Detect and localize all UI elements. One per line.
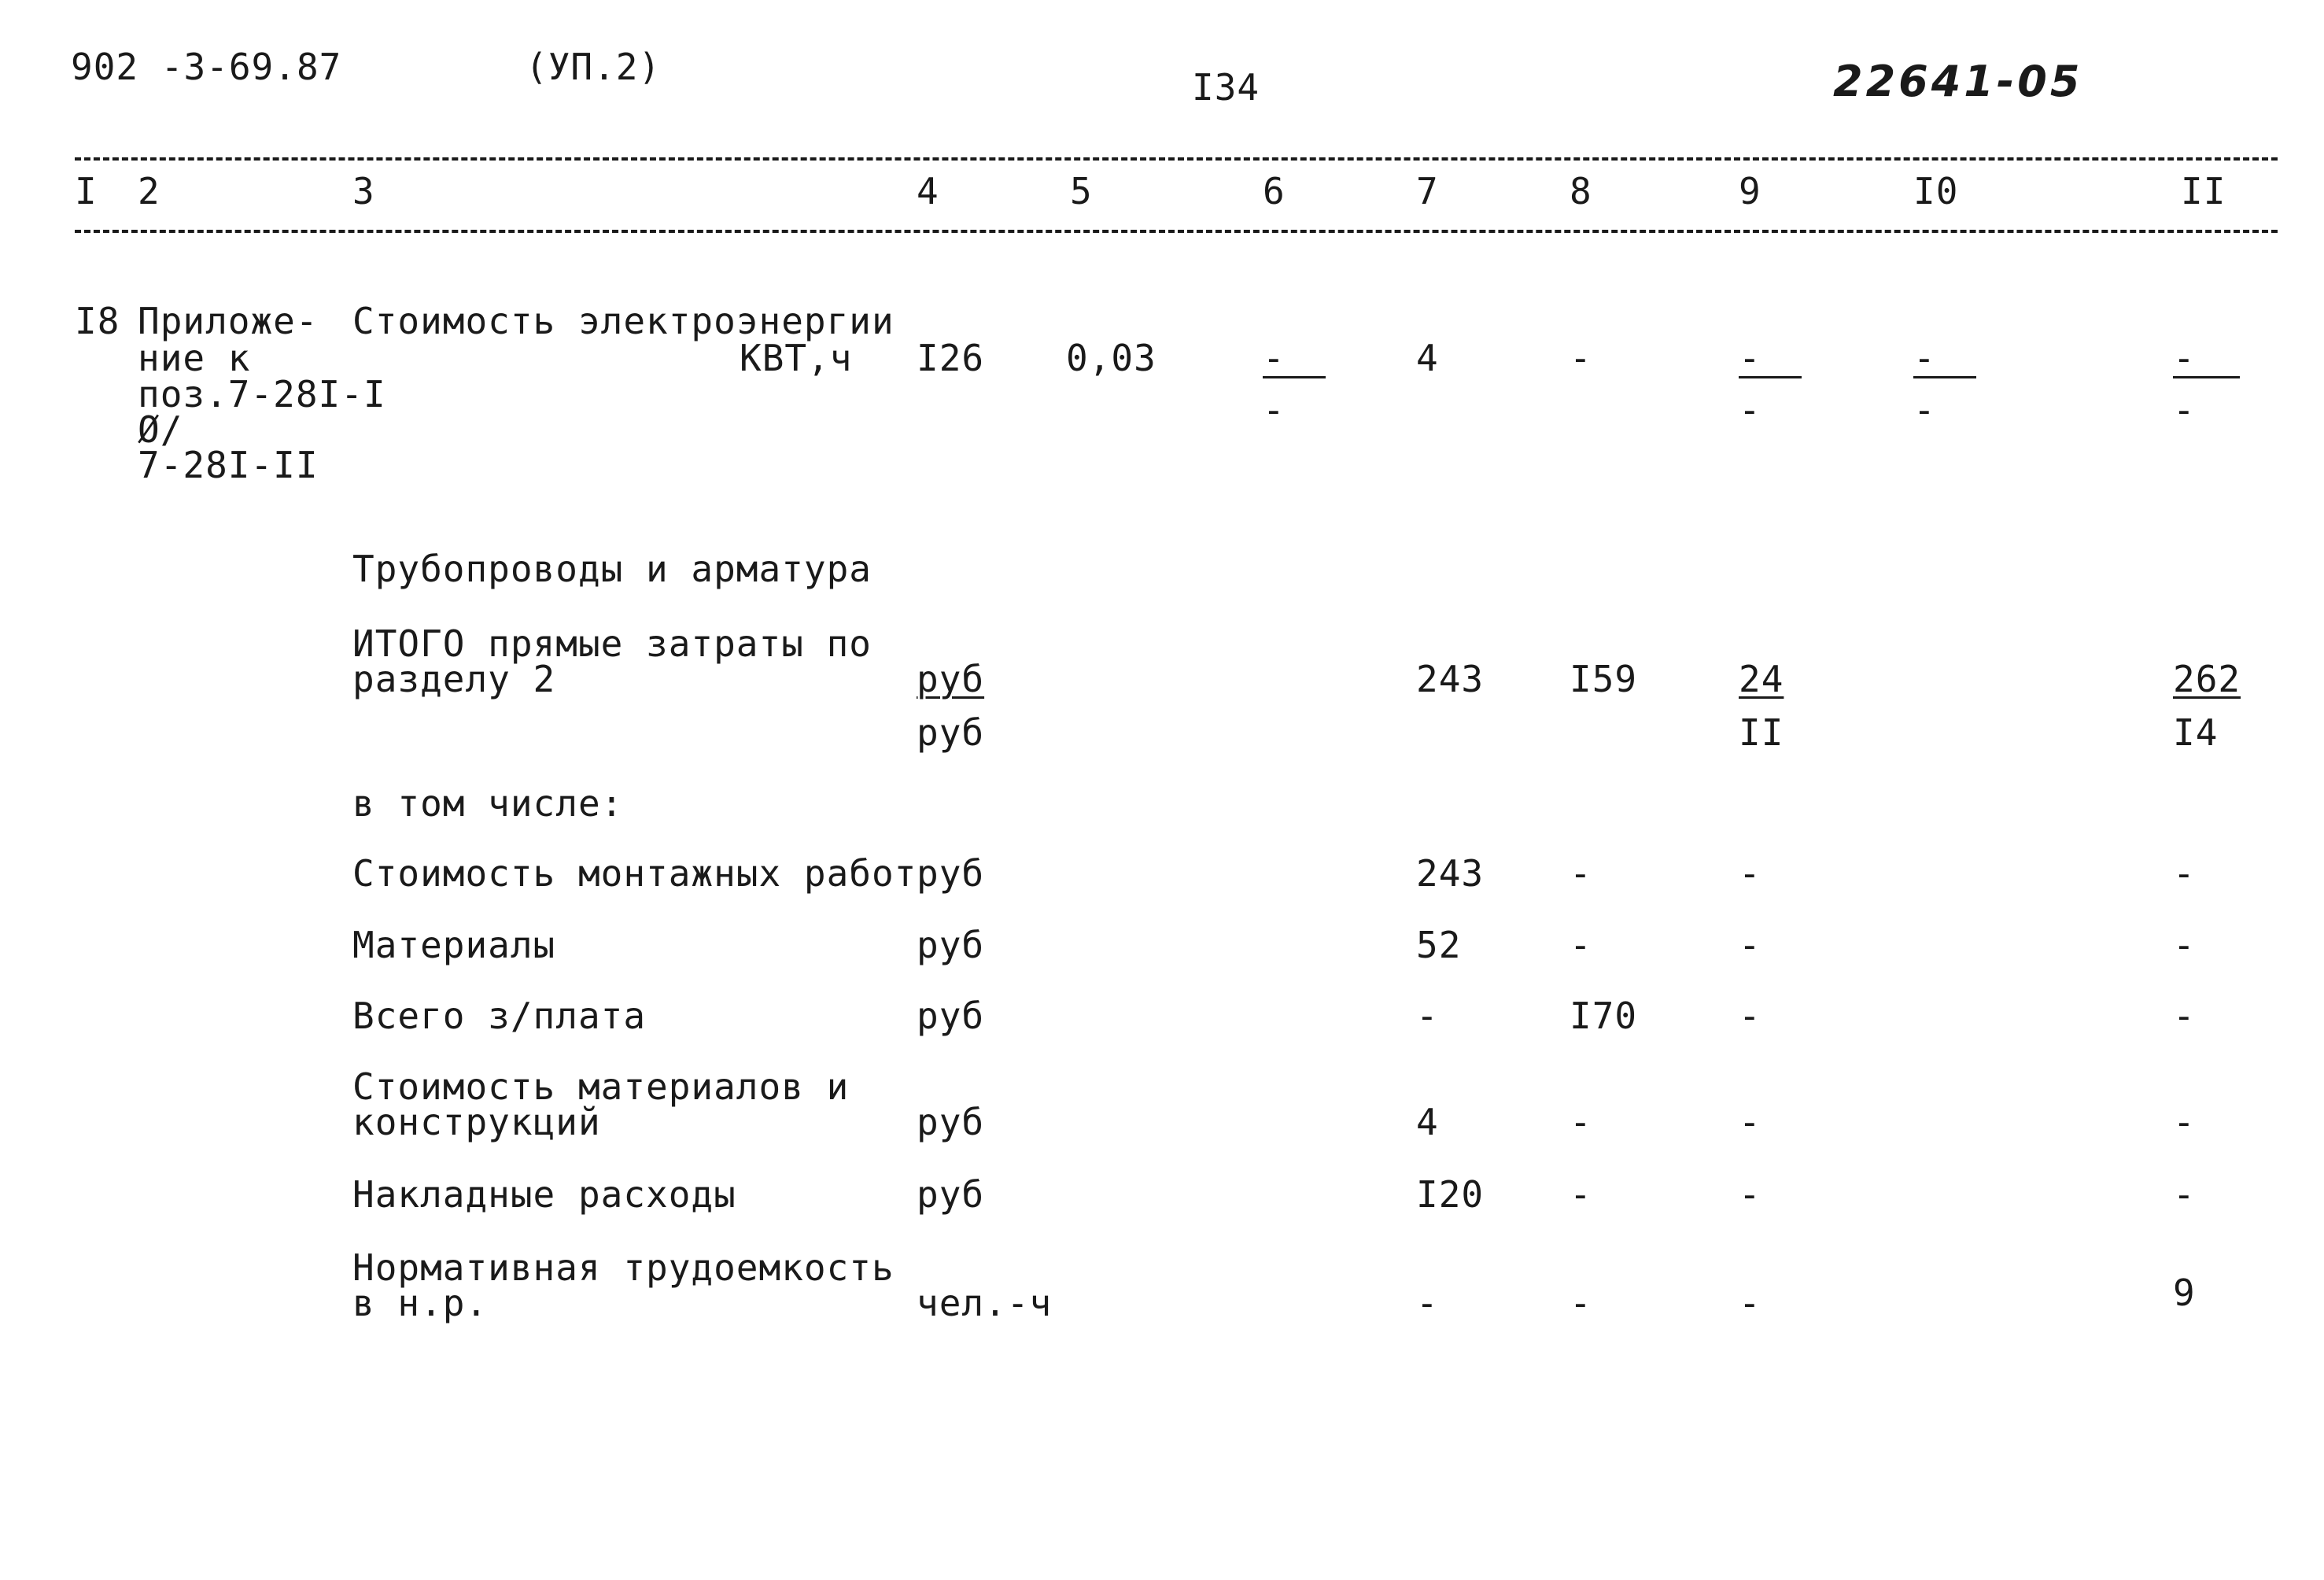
col-header-9: 9 (1739, 170, 1761, 212)
position-col4: I26 (917, 337, 985, 379)
row-col7: 243 (1416, 852, 1485, 895)
position-unit: КВТ,ч (740, 337, 853, 379)
totals-col9-bottom: II (1739, 711, 1784, 754)
header-top-rule (75, 157, 2278, 161)
row-name-line2: конструкций (352, 1101, 601, 1143)
row-col8: - (1570, 1282, 1592, 1324)
row-col11: - (2173, 1173, 2196, 1216)
col-header-10: I0 (1913, 170, 1959, 212)
row-col8: - (1570, 852, 1592, 895)
row-name: Накладные расходы (352, 1173, 736, 1216)
totals-col9-top: 24 (1739, 658, 1784, 700)
position-col10-fraction-line (1913, 376, 1976, 378)
col-header-2: 2 (138, 170, 160, 212)
row-unit: чел.-ч (917, 1282, 1053, 1324)
row-unit: руб (917, 995, 985, 1037)
position-col6-bottom: - (1263, 389, 1286, 431)
position-col9-fraction-line (1739, 376, 1802, 378)
row-col8: - (1570, 924, 1592, 966)
row-col11: - (2173, 852, 2196, 895)
row-col9: - (1739, 1101, 1761, 1143)
totals-col8: I59 (1570, 658, 1638, 700)
inventory-stamp: 22641-05 (1833, 57, 2083, 106)
row-name: Стоимость монтажных работ (352, 852, 917, 895)
totals-label-2: разделу 2 (352, 658, 556, 700)
row-unit: руб (917, 1101, 985, 1143)
header-bottom-rule (75, 230, 2278, 233)
position-source-3: поз.7-28I-I (138, 373, 386, 415)
row-col8: - (1570, 1101, 1592, 1143)
position-col6-fraction-line (1263, 376, 1326, 378)
row-name-line2: в н.р. (352, 1282, 489, 1324)
position-col10-top: - (1913, 337, 1936, 379)
row-name: Всего з/плата (352, 995, 647, 1037)
position-source-4: Ø/ (138, 408, 183, 451)
position-col8: - (1570, 337, 1592, 379)
row-col9: - (1739, 1173, 1761, 1216)
position-col7: 4 (1416, 337, 1439, 379)
totals-col7: 243 (1416, 658, 1485, 700)
position-source-5: 7-28I-II (138, 444, 319, 486)
page-number: I34 (1192, 66, 1260, 109)
position-col10-bottom: - (1913, 389, 1936, 431)
row-col11: - (2173, 924, 2196, 966)
row-col7: 4 (1416, 1101, 1439, 1143)
row-unit: руб (917, 1173, 985, 1216)
position-source-2: ние к (138, 337, 251, 379)
row-col11: - (2173, 995, 2196, 1037)
totals-col11-bottom: I4 (2173, 711, 2219, 754)
row-col7: I20 (1416, 1173, 1485, 1216)
row-col11: 9 (2173, 1272, 2196, 1314)
row-col9: - (1739, 924, 1761, 966)
col-header-7: 7 (1416, 170, 1439, 212)
position-col5: 0,03 (1066, 337, 1156, 379)
totals-col11-top: 262 (2173, 658, 2241, 700)
col-header-11: II (2181, 170, 2226, 212)
document-number: 902 -3-69.87 (71, 46, 342, 88)
col-header-1: I (75, 170, 98, 212)
col-header-6: 6 (1263, 170, 1286, 212)
including-label: в том числе: (352, 782, 624, 825)
position-source-1: Приложе- (138, 300, 319, 342)
col-header-5: 5 (1070, 170, 1093, 212)
row-col7: - (1416, 995, 1439, 1037)
section-title: Трубопроводы и арматура (352, 548, 872, 590)
totals-unit-top: руб (917, 658, 985, 700)
row-col11: - (2173, 1101, 2196, 1143)
totals-label-1: ИТОГО прямые затраты по (352, 622, 872, 665)
position-col11-top: - (2173, 337, 2196, 379)
row-unit: руб (917, 924, 985, 966)
position-col6-top: - (1263, 337, 1286, 379)
col-header-3: 3 (352, 170, 375, 212)
row-col7: 52 (1416, 924, 1462, 966)
position-number: I8 (75, 300, 120, 342)
row-unit: руб (917, 852, 985, 895)
row-col8: I70 (1570, 995, 1638, 1037)
position-col11-bottom: - (2173, 389, 2196, 431)
position-col9-top: - (1739, 337, 1761, 379)
row-col8: - (1570, 1173, 1592, 1216)
position-col9-bottom: - (1739, 389, 1761, 431)
position-name: Стоимость электроэнергии (352, 300, 895, 342)
album-code: (УП.2) (526, 46, 662, 88)
row-col9: - (1739, 852, 1761, 895)
col-header-8: 8 (1570, 170, 1592, 212)
row-col9: - (1739, 995, 1761, 1037)
position-col11-fraction-line (2173, 376, 2240, 378)
col-header-4: 4 (917, 170, 939, 212)
totals-unit-bottom: руб (917, 711, 985, 754)
row-col7: - (1416, 1282, 1439, 1324)
row-name: Стоимость материалов и (352, 1065, 850, 1108)
row-name: Материалы (352, 924, 556, 966)
row-name: Нормативная трудоемкость (352, 1246, 895, 1289)
row-col9: - (1739, 1282, 1761, 1324)
